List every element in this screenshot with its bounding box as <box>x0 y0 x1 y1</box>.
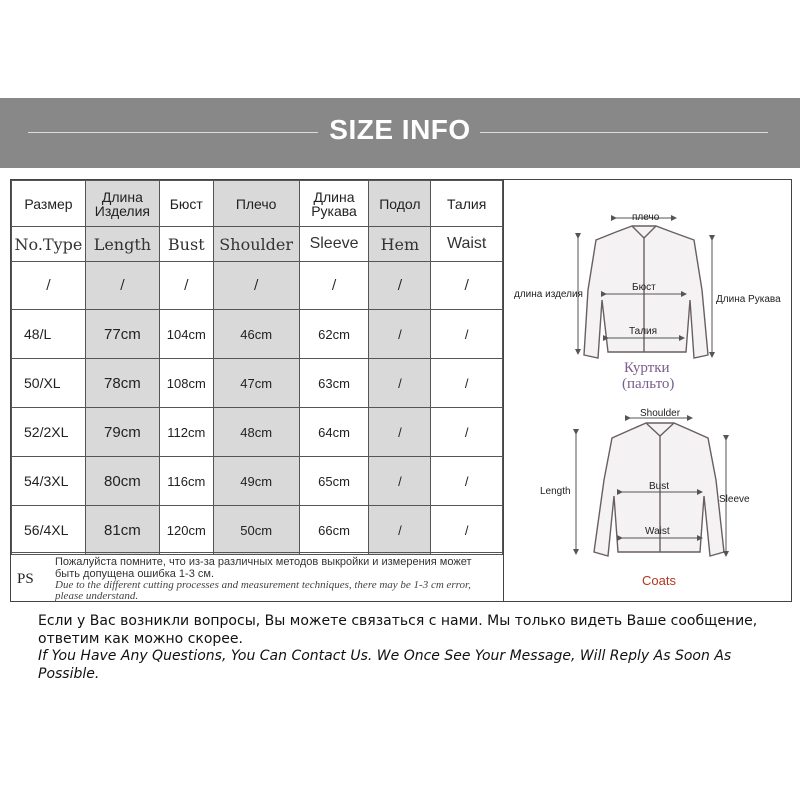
header-hem-en: Hem <box>369 227 431 262</box>
contact-note-en: If You Have Any Questions, You Can Contact Us. We Once See Your Message, Will Reply As Soon As Possible. <box>38 648 732 682</box>
label-waist-en: Waist <box>645 526 670 537</box>
caption-coats: Coats <box>642 573 676 588</box>
contact-note-ru: Если у Вас возникли вопросы, Вы можете связаться с нами. Мы только видеть Ваше сообщение, ответим как можно скорее. <box>38 613 758 647</box>
header-length-en: Length <box>85 227 159 262</box>
header-row-en <box>12 227 503 262</box>
cell-bust: 112cm <box>159 408 213 457</box>
cell-sleeve: 65cm <box>299 457 369 506</box>
table-cell: / <box>85 262 159 310</box>
cell-waist: / <box>431 310 503 359</box>
cell-hem: / <box>369 506 431 555</box>
cell-hem: / <box>369 359 431 408</box>
label-sleeve-ru: Длина Рукава <box>716 294 781 305</box>
cell-sleeve: 63cm <box>299 359 369 408</box>
cell-shoulder: 48cm <box>213 408 299 457</box>
header-sleeve-ru: Длина Рукава <box>299 181 369 227</box>
header-length-ru: Длина Изделия <box>85 181 159 227</box>
table-row <box>12 408 503 457</box>
header-sleeve-en: Sleeve <box>299 227 369 262</box>
label-bust-ru: Бюст <box>632 282 656 293</box>
cell-sleeve: 62cm <box>299 310 369 359</box>
table-row-slash <box>12 262 503 310</box>
cell-length: 80cm <box>85 457 159 506</box>
cell-hem: / <box>369 408 431 457</box>
cell-sleeve: 64cm <box>299 408 369 457</box>
table-cell: / <box>12 262 86 310</box>
cell-shoulder: 50cm <box>213 506 299 555</box>
cell-shoulder: 49cm <box>213 457 299 506</box>
cell-waist: / <box>431 359 503 408</box>
ps-note-ru: Пожалуйста помните, что из-за различных методов выкройки и измерения может быть допущена ошибка 1-3 см. <box>55 556 472 580</box>
cell-length: 81cm <box>85 506 159 555</box>
cell-size: 54/3XL <box>12 457 86 506</box>
table-row <box>12 359 503 408</box>
header-bust-ru: Бюст <box>159 181 213 227</box>
cell-bust: 120cm <box>159 506 213 555</box>
cell-size: 48/L <box>12 310 86 359</box>
header-size-en: No.Type <box>12 227 86 262</box>
cell-bust: 104cm <box>159 310 213 359</box>
cell-size: 56/4XL <box>12 506 86 555</box>
cell-bust: 116cm <box>159 457 213 506</box>
label-length-en: Length <box>540 486 571 497</box>
cell-length: 79cm <box>85 408 159 457</box>
header-size-ru: Размер <box>12 181 86 227</box>
label-shoulder-en: Shoulder <box>640 408 681 419</box>
cell-waist: / <box>431 457 503 506</box>
size-info-banner <box>0 98 800 168</box>
label-sleeve-en: Sleeve <box>719 494 750 505</box>
header-waist-ru: Талия <box>431 181 503 227</box>
label-length-ru: длина изделия <box>514 289 583 300</box>
label-shoulder-ru: плечо <box>632 212 660 223</box>
ps-note <box>11 552 503 602</box>
cell-sleeve: 66cm <box>299 506 369 555</box>
table-cell: / <box>213 262 299 310</box>
measurement-diagrams <box>503 179 792 602</box>
cell-hem: / <box>369 310 431 359</box>
cell-hem: / <box>369 457 431 506</box>
header-waist-en: Waist <box>431 227 503 262</box>
cell-bust: 108cm <box>159 359 213 408</box>
ps-label: PS <box>17 571 34 587</box>
table-row <box>12 457 503 506</box>
cell-size: 50/XL <box>12 359 86 408</box>
header-hem-ru: Подол <box>369 181 431 227</box>
cell-length: 78cm <box>85 359 159 408</box>
header-shoulder-ru: Плечо <box>213 181 299 227</box>
caption-jackets: Куртки <box>624 360 670 376</box>
table-row <box>12 310 503 359</box>
banner-rule-right <box>480 132 768 133</box>
cell-shoulder: 47cm <box>213 359 299 408</box>
banner-title: SIZE INFO <box>329 114 471 145</box>
ps-note-en: Due to the different cutting processes and measurement techniques, there may be 1-3 cm error, please understand. <box>55 579 471 602</box>
label-bust-en: Bust <box>649 481 670 492</box>
header-bust-en: Bust <box>159 227 213 262</box>
caption-jackets-sub: (пальто) <box>622 376 675 392</box>
header-shoulder-en: Shoulder <box>213 227 299 262</box>
cell-size: 52/2XL <box>12 408 86 457</box>
cell-waist: / <box>431 506 503 555</box>
table-cell: / <box>431 262 503 310</box>
cell-shoulder: 46cm <box>213 310 299 359</box>
table-cell: / <box>299 262 369 310</box>
label-waist-ru: Талия <box>629 326 658 337</box>
cell-length: 77cm <box>85 310 159 359</box>
table-cell: / <box>369 262 431 310</box>
table-row <box>12 506 503 555</box>
header-row-ru <box>12 181 503 227</box>
size-table <box>10 179 504 602</box>
cell-waist: / <box>431 408 503 457</box>
table-cell: / <box>159 262 213 310</box>
